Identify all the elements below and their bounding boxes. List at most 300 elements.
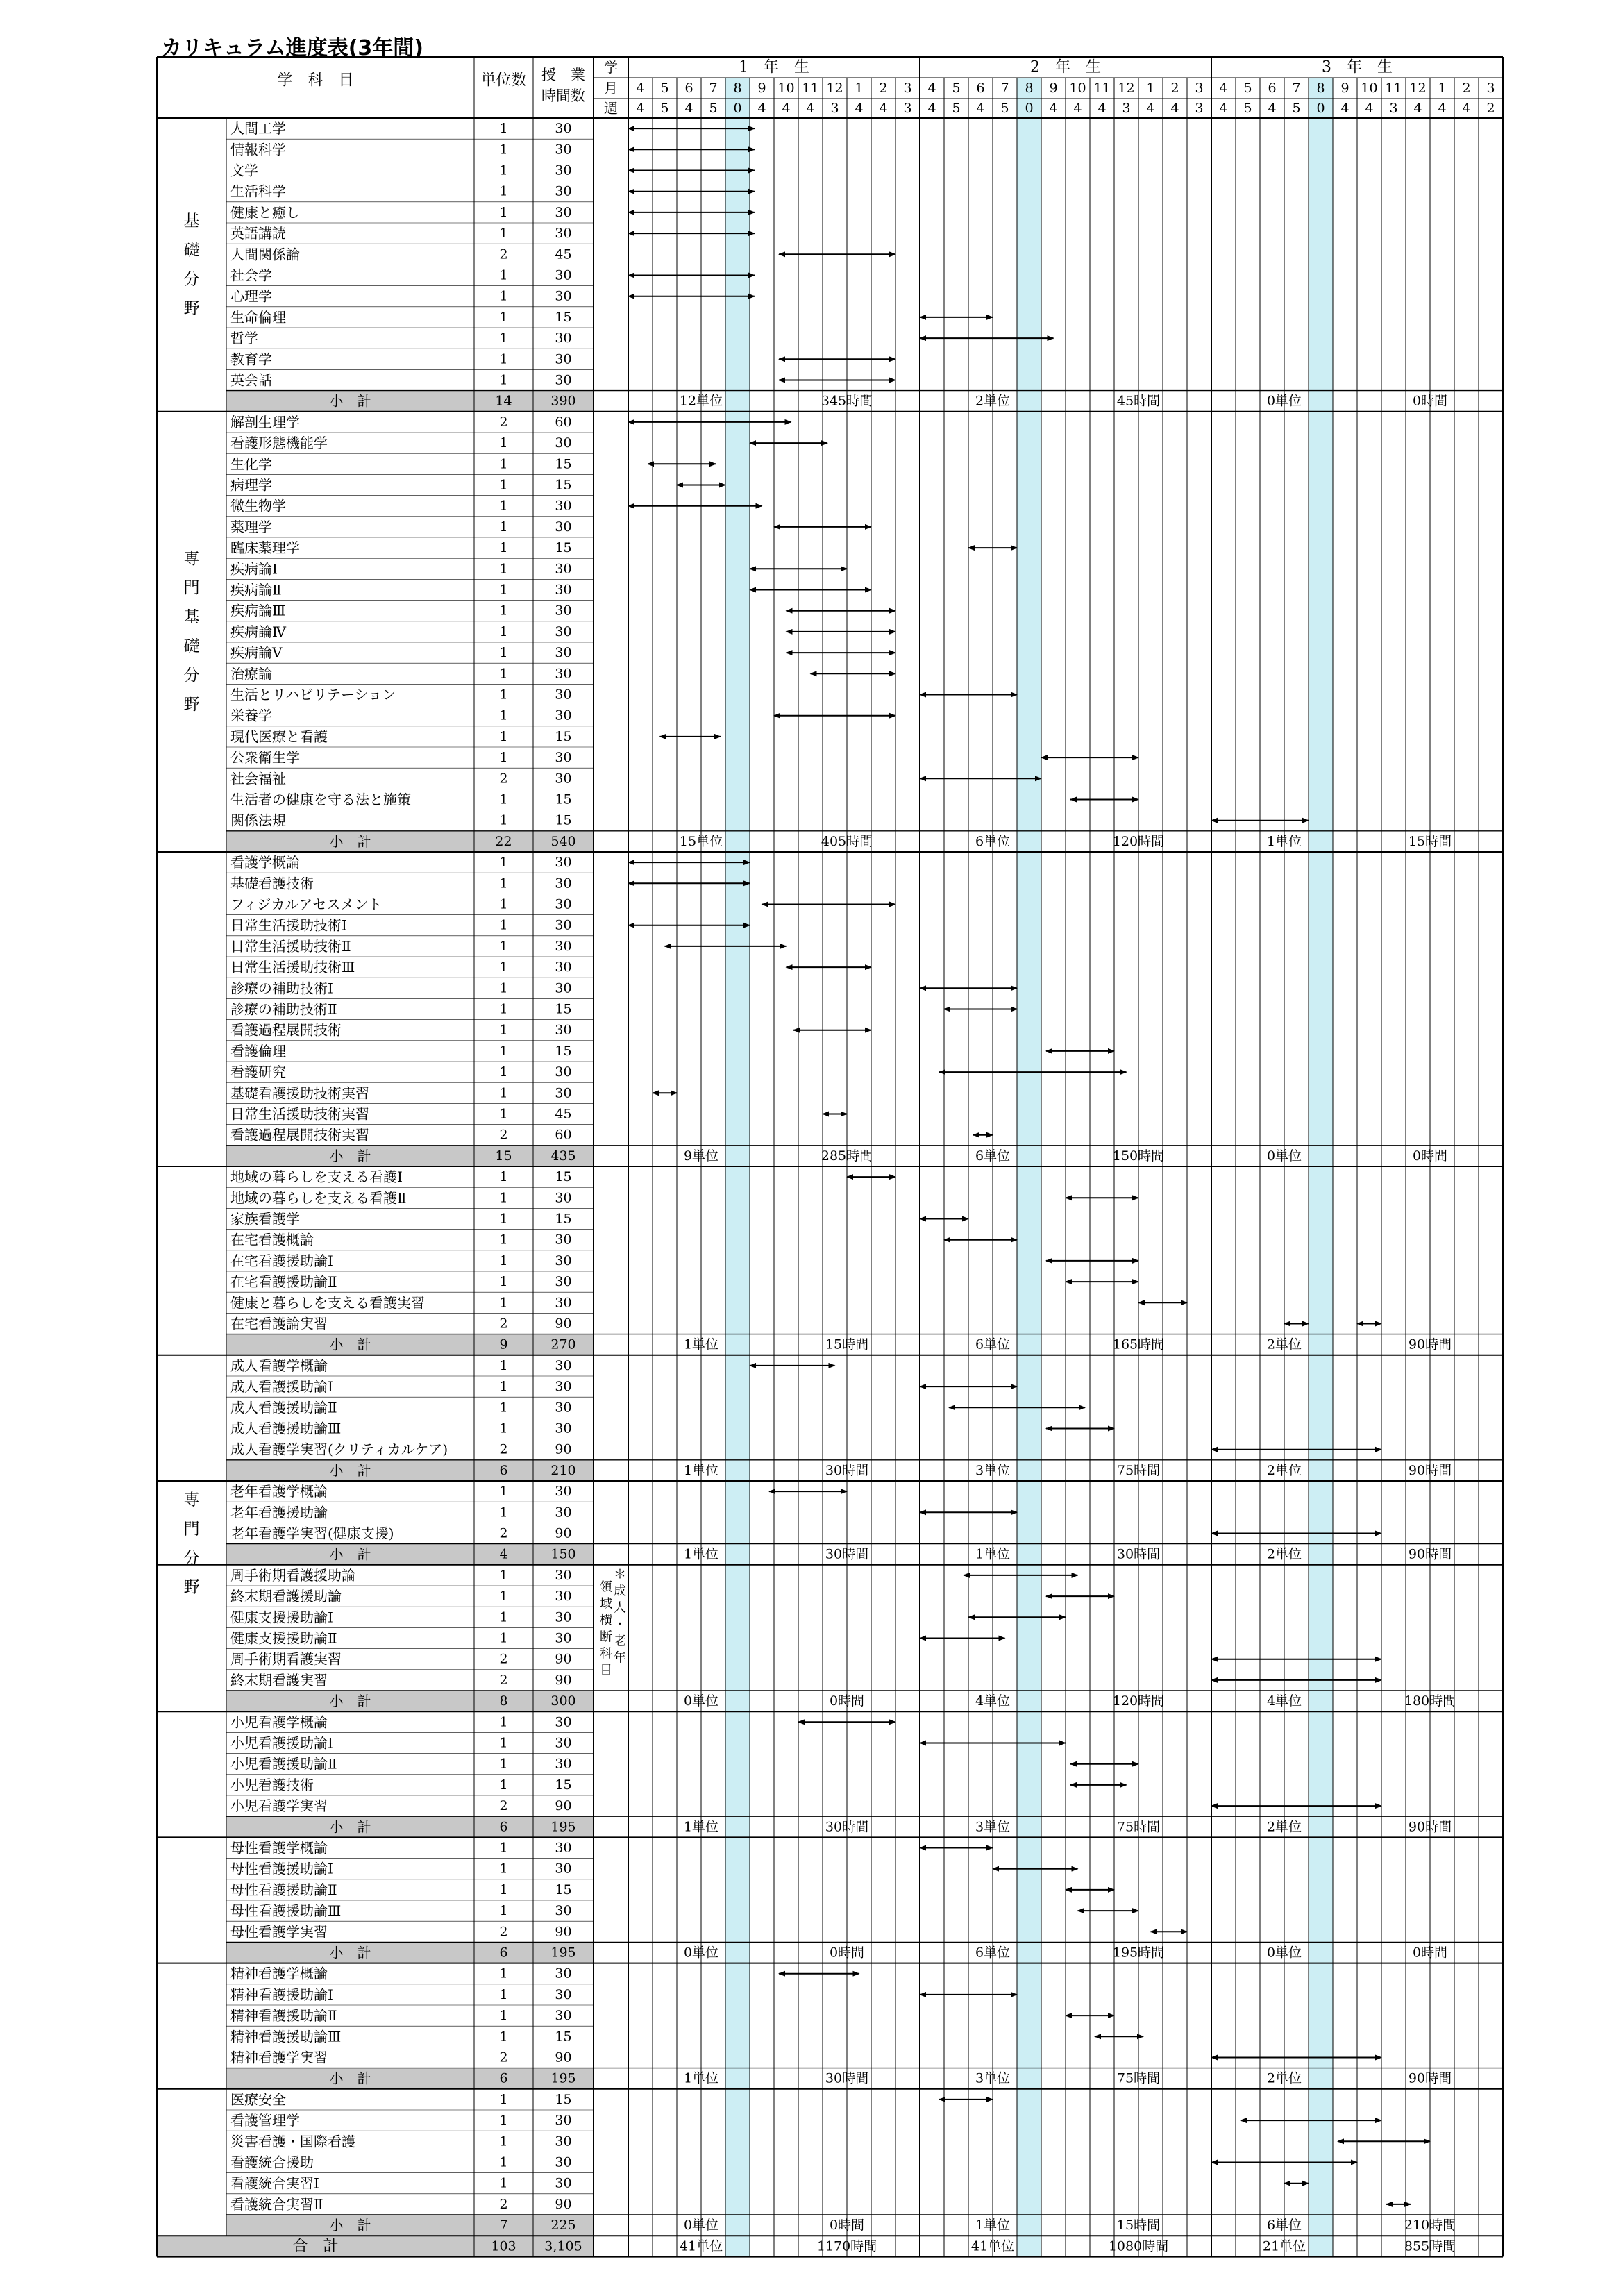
subject-hours: 30	[555, 645, 572, 661]
subject-hours: 30	[555, 1274, 572, 1290]
subtotal-summary: 195時間	[1112, 1945, 1165, 1961]
subject-hours: 90	[555, 1525, 572, 1541]
subject-hours: 30	[555, 162, 572, 178]
subject-units: 1	[499, 351, 508, 367]
subject-units: 1	[499, 1505, 508, 1520]
subject-units: 1	[499, 1001, 508, 1017]
total-shade	[157, 2236, 594, 2256]
subject-hours: 30	[555, 2154, 572, 2170]
subject-hours: 30	[555, 1252, 572, 1268]
subtotal-summary: 75時間	[1116, 1819, 1161, 1835]
month-label: 10	[1361, 81, 1378, 96]
week-label: 4	[855, 101, 864, 116]
subtotal-summary: 2単位	[1266, 1546, 1302, 1562]
subtotal-summary: 45時間	[1116, 393, 1161, 409]
subtotal-summary: 120時間	[1112, 1693, 1165, 1709]
month-label: 11	[1385, 81, 1402, 96]
subtotal-summary: 0時間	[829, 2218, 865, 2234]
side-note-char: 横	[600, 1613, 612, 1628]
month-label: 12	[1409, 81, 1427, 96]
subtotal-shade	[226, 2215, 594, 2236]
subject-hours: 30	[555, 1085, 572, 1101]
year-label-3: 3 年 生	[1322, 58, 1393, 76]
subject-units: 1	[499, 1252, 508, 1268]
subtotal-summary: 120時間	[1112, 833, 1165, 849]
subject-units: 1	[499, 1903, 508, 1919]
subject-hours: 15	[555, 309, 572, 325]
month-label: 2	[1170, 81, 1179, 96]
subtotal-units: 6	[499, 2070, 508, 2086]
subject-hours: 90	[555, 1441, 572, 1457]
subtotal-summary: 0時間	[829, 1693, 865, 1709]
subject-units: 1	[499, 960, 508, 975]
subtotal-summary: 1単位	[683, 1336, 719, 1352]
subject-units: 1	[499, 645, 508, 661]
subtotal-summary: 0時間	[1412, 1945, 1448, 1961]
subtotal-summary: 2単位	[1266, 1462, 1302, 1478]
week-label: 4	[1170, 101, 1179, 116]
subtotal-summary: 150時間	[1112, 1148, 1165, 1164]
week-label: 4	[1438, 101, 1447, 116]
subject-units: 1	[499, 162, 508, 178]
subtotal-summary: 2単位	[1266, 1819, 1302, 1835]
subject-hours: 30	[555, 938, 572, 954]
subtotal-hours: 435	[550, 1148, 576, 1164]
side-note-char: 域	[600, 1596, 612, 1611]
subject-name: 災害看護・国際看護	[230, 2133, 355, 2150]
subtotal-summary: 90時間	[1408, 1819, 1452, 1835]
subtotal-hours: 195	[550, 1945, 576, 1961]
subject-units: 1	[499, 1840, 508, 1856]
month-label: 8	[1025, 81, 1034, 96]
subject-name: 文学	[230, 162, 258, 179]
week-label: 4	[976, 101, 985, 116]
subject-hours: 90	[555, 1316, 572, 1332]
year-label-1: 1 年 生	[739, 58, 809, 76]
subject-name: 在宅看護論実習	[230, 1315, 328, 1332]
subject-units: 1	[499, 2008, 508, 2024]
subject-name: 現代医療と看護	[230, 728, 328, 745]
subject-name: 家族看護学	[230, 1210, 300, 1227]
subject-units: 1	[499, 1421, 508, 1436]
subject-hours: 30	[555, 1861, 572, 1877]
month-label: 3	[903, 81, 912, 96]
subtotal-shade	[226, 1942, 594, 1963]
subject-hours: 30	[555, 1484, 572, 1500]
subtotal-hours: 390	[550, 393, 576, 409]
subtotal-summary: 0時間	[1412, 393, 1448, 409]
subject-name: 日常生活援助技術Ⅰ	[230, 916, 347, 934]
subject-units: 1	[499, 666, 508, 682]
header-hours-2: 時間数	[541, 87, 585, 104]
subject-units: 1	[499, 623, 508, 639]
side-note-char: 断	[600, 1629, 612, 1645]
subject-units: 1	[499, 791, 508, 807]
week-label: 3	[830, 101, 839, 116]
field-label-senmon: 門	[183, 1520, 200, 1539]
total-summary: 1080時間	[1108, 2238, 1169, 2254]
subject-units: 1	[499, 1106, 508, 1122]
subject-name: 看護過程展開技術実習	[230, 1126, 369, 1143]
subtotal-units: 14	[495, 393, 512, 409]
subject-name: 医療安全	[230, 2090, 286, 2108]
subject-hours: 30	[555, 142, 572, 158]
month-label: 2	[1462, 81, 1471, 96]
subject-name: 微生物学	[230, 497, 286, 514]
subtotal-summary: 30時間	[825, 1546, 869, 1562]
subject-units: 1	[499, 1400, 508, 1416]
side-note-char: ・	[614, 1617, 626, 1632]
subject-name: 教育学	[230, 351, 272, 368]
header-tsuki: 月	[604, 80, 618, 97]
subtotal-summary: 0時間	[1412, 1148, 1448, 1164]
subject-hours: 30	[555, 519, 572, 535]
subject-name: 老年看護学概論	[230, 1483, 328, 1500]
subject-hours: 30	[555, 1022, 572, 1038]
subject-name: 終末期看護実習	[230, 1671, 328, 1689]
subject-hours: 15	[555, 1882, 572, 1897]
subject-units: 1	[499, 1756, 508, 1772]
month-label: 2	[879, 81, 888, 96]
month-label: 3	[1486, 81, 1495, 96]
subtotal-summary: 30時間	[825, 1819, 869, 1835]
subtotal-summary: 30時間	[825, 1462, 869, 1478]
subject-name: 成人看護援助論Ⅰ	[230, 1378, 333, 1396]
subject-units: 1	[499, 372, 508, 388]
subject-name: 生活とリハビリテーション	[230, 686, 396, 703]
week-label: 2	[1486, 101, 1495, 116]
subtotal-summary: 6単位	[1266, 2218, 1302, 2234]
week-label: 4	[1413, 101, 1422, 116]
subtotal-shade	[226, 1816, 594, 1837]
week-label: 4	[1073, 101, 1082, 116]
field-label-senmon: 野	[183, 1578, 200, 1597]
subject-hours: 30	[555, 183, 572, 199]
subject-units: 2	[499, 2196, 508, 2212]
field-label-senmon: 専	[183, 1491, 200, 1509]
month-label: 9	[1049, 81, 1058, 96]
subject-hours: 30	[555, 960, 572, 975]
subject-units: 1	[499, 2029, 508, 2045]
subtotal-label: 小 計	[329, 832, 371, 850]
subject-hours: 30	[555, 1714, 572, 1730]
field-label-senmon: 分	[183, 1549, 200, 1568]
subject-units: 1	[499, 707, 508, 723]
subject-units: 1	[499, 2134, 508, 2150]
week-label: 4	[757, 101, 766, 116]
total-summary: 21単位	[1262, 2238, 1306, 2254]
subject-name: 臨床薬理学	[230, 539, 300, 557]
subject-name: 健康と癒し	[230, 203, 300, 221]
subject-hours: 90	[555, 2050, 572, 2065]
side-note-char: 年	[614, 1650, 626, 1666]
subtotal-summary: 90時間	[1408, 1546, 1452, 1562]
week-label: 4	[1462, 101, 1471, 116]
month-label: 5	[660, 81, 669, 96]
page-title: カリキュラム進度表(3年間)	[161, 36, 423, 60]
subtotal-summary: 3単位	[975, 1462, 1011, 1478]
subject-units: 1	[499, 1861, 508, 1877]
subject-units: 1	[499, 1735, 508, 1751]
august-column-shade	[1017, 78, 1041, 2256]
subject-units: 1	[499, 1986, 508, 2002]
total-hours: 3,105	[544, 2238, 582, 2254]
subject-name: 在宅看護援助論Ⅱ	[230, 1273, 337, 1291]
month-label: 11	[802, 81, 819, 96]
header-hours-1: 授 業	[541, 67, 585, 83]
month-label: 7	[1000, 81, 1009, 96]
subtotal-shade	[226, 1691, 594, 1711]
subject-hours: 30	[555, 1421, 572, 1436]
week-label: 4	[1146, 101, 1155, 116]
subject-units: 1	[499, 1630, 508, 1646]
week-label: 4	[1340, 101, 1349, 116]
week-label: 5	[709, 101, 718, 116]
subject-hours: 30	[555, 582, 572, 598]
subject-hours: 30	[555, 121, 572, 137]
subtotal-summary: 285時間	[821, 1148, 873, 1164]
week-label: 4	[927, 101, 936, 116]
subject-hours: 90	[555, 2196, 572, 2212]
subject-name: 小児看護技術	[230, 1776, 314, 1793]
subject-hours: 15	[555, 812, 572, 828]
subtotal-summary: 75時間	[1116, 1462, 1161, 1478]
month-label: 1	[1438, 81, 1447, 96]
subject-hours: 30	[555, 687, 572, 703]
subject-hours: 15	[555, 728, 572, 744]
subject-name: フィジカルアセスメント	[230, 896, 382, 913]
week-label: 4	[684, 101, 693, 116]
subject-units: 2	[499, 1672, 508, 1688]
week-label: 4	[1219, 101, 1228, 116]
subject-units: 1	[499, 1232, 508, 1248]
subject-name: 成人看護学概論	[230, 1357, 328, 1374]
subject-hours: 30	[555, 1064, 572, 1080]
subject-units: 1	[499, 1211, 508, 1227]
header-shu: 週	[604, 100, 618, 117]
week-label: 5	[660, 101, 669, 116]
subject-units: 2	[499, 1525, 508, 1541]
subject-name: 日常生活援助技術Ⅱ	[230, 937, 351, 955]
subtotal-summary: 6単位	[975, 833, 1011, 849]
subject-name: 精神看護援助論Ⅱ	[230, 2007, 337, 2025]
month-label: 4	[1219, 81, 1228, 96]
subtotal-summary: 90時間	[1408, 1462, 1452, 1478]
subject-name: 疾病論Ⅲ	[230, 602, 286, 619]
subject-units: 1	[499, 288, 508, 304]
subject-units: 1	[499, 582, 508, 598]
subject-name: 母性看護援助論Ⅰ	[230, 1860, 333, 1877]
subject-units: 1	[499, 896, 508, 912]
subject-name: 疾病論Ⅴ	[230, 644, 283, 662]
subject-units: 1	[499, 498, 508, 514]
week-label: 4	[1268, 101, 1277, 116]
subtotal-hours: 300	[550, 1693, 576, 1709]
total-summary: 41単位	[970, 2238, 1015, 2254]
subject-units: 1	[499, 309, 508, 325]
subtotal-summary: 15時間	[825, 1336, 869, 1352]
subject-hours: 30	[555, 603, 572, 619]
subject-units: 2	[499, 1798, 508, 1814]
subject-name: 病理学	[230, 476, 272, 494]
header-units: 単位数	[480, 72, 527, 90]
subject-name: 在宅看護概論	[230, 1231, 314, 1248]
subject-hours: 15	[555, 1211, 572, 1227]
subject-units: 2	[499, 2050, 508, 2065]
subject-name: 解剖生理学	[230, 413, 300, 430]
subtotal-summary: 0単位	[683, 1693, 719, 1709]
subject-units: 1	[499, 204, 508, 220]
total-summary: 41単位	[679, 2238, 723, 2254]
subtotal-hours: 270	[550, 1336, 576, 1352]
subject-hours: 60	[555, 1127, 572, 1143]
subject-hours: 45	[555, 1106, 572, 1122]
subject-units: 1	[499, 1777, 508, 1793]
subject-units: 1	[499, 855, 508, 871]
header-gaku: 学	[604, 59, 618, 76]
subtotal-hours: 225	[550, 2218, 576, 2234]
subject-units: 1	[499, 938, 508, 954]
subject-hours: 30	[555, 2008, 572, 2024]
subject-units: 1	[499, 1043, 508, 1059]
subject-units: 1	[499, 519, 508, 535]
subject-units: 1	[499, 2175, 508, 2191]
week-label: 4	[1365, 101, 1374, 116]
subject-hours: 30	[555, 896, 572, 912]
subject-units: 1	[499, 1022, 508, 1038]
subtotal-summary: 75時間	[1116, 2070, 1161, 2086]
subtotal-summary: 90時間	[1408, 2070, 1452, 2086]
subject-name: 栄養学	[230, 707, 272, 724]
subject-name: 看護過程展開技術	[230, 1021, 342, 1039]
subject-name: 周手術期看護援助論	[230, 1566, 355, 1584]
subject-hours: 60	[555, 414, 572, 430]
subtotal-summary: 9単位	[683, 1148, 719, 1164]
subject-hours: 15	[555, 2091, 572, 2107]
subject-units: 1	[499, 183, 508, 199]
subtotal-summary: 30時間	[1116, 1546, 1161, 1562]
subtotal-summary: 0単位	[683, 1945, 719, 1961]
subject-name: 疾病論Ⅰ	[230, 560, 278, 578]
subject-name: 疾病論Ⅳ	[230, 623, 286, 640]
subtotal-summary: 3単位	[975, 2070, 1011, 2086]
subject-units: 1	[499, 121, 508, 137]
subject-hours: 45	[555, 246, 572, 262]
month-label: 12	[1118, 81, 1135, 96]
month-label: 3	[1195, 81, 1204, 96]
subject-units: 1	[499, 142, 508, 158]
subject-hours: 30	[555, 1966, 572, 1981]
subtotal-summary: 0単位	[1266, 1945, 1302, 1961]
subtotal-summary: 0単位	[683, 2218, 719, 2234]
subject-name: 公衆衛生学	[230, 749, 300, 766]
month-label: 11	[1093, 81, 1111, 96]
subject-hours: 30	[555, 1567, 572, 1583]
subject-units: 1	[499, 2091, 508, 2107]
week-label: 3	[903, 101, 912, 116]
week-label: 0	[1316, 101, 1325, 116]
subject-name: 周手術期看護実習	[230, 1650, 342, 1668]
subject-hours: 30	[555, 875, 572, 891]
subtotal-summary: 1単位	[683, 1546, 719, 1562]
subject-name: 母性看護援助論Ⅲ	[230, 1902, 342, 1920]
subject-name: 成人看護学実習(クリティカルケア)	[230, 1441, 448, 1458]
subject-name: 看護統合実習Ⅱ	[230, 2195, 323, 2213]
subtotal-summary: 345時間	[821, 393, 873, 409]
subject-hours: 30	[555, 1903, 572, 1919]
subtotal-summary: 1単位	[1266, 833, 1302, 849]
subject-name: 日常生活援助技術Ⅲ	[230, 959, 355, 976]
year-label-2: 2 年 生	[1030, 58, 1101, 76]
subject-name: 基礎看護技術	[230, 875, 314, 892]
subtotal-summary: 15単位	[679, 833, 723, 849]
subject-hours: 30	[555, 1589, 572, 1604]
week-label: 4	[1098, 101, 1107, 116]
subject-name: 看護管理学	[230, 2112, 300, 2129]
subject-units: 1	[499, 330, 508, 346]
subject-units: 1	[499, 1064, 508, 1080]
subject-name: 小児看護学実習	[230, 1798, 328, 1815]
subject-name: 小児看護学概論	[230, 1713, 328, 1731]
subject-hours: 30	[555, 750, 572, 766]
subject-units: 1	[499, 1567, 508, 1583]
week-label: 4	[636, 101, 645, 116]
subject-hours: 30	[555, 288, 572, 304]
month-label: 5	[952, 81, 961, 96]
subject-hours: 30	[555, 1735, 572, 1751]
subtotal-shade	[226, 1460, 594, 1481]
subject-units: 1	[499, 1589, 508, 1604]
subject-hours: 30	[555, 2134, 572, 2150]
subject-hours: 30	[555, 372, 572, 388]
subject-name: 基礎看護援助技術実習	[230, 1084, 369, 1102]
week-label: 0	[733, 101, 742, 116]
subject-units: 1	[499, 750, 508, 766]
subtotal-label: 小 計	[329, 1818, 371, 1836]
subject-hours: 30	[555, 1232, 572, 1248]
subject-name: 薬理学	[230, 518, 272, 535]
subtotal-summary: 1単位	[975, 1546, 1011, 1562]
month-label: 4	[927, 81, 936, 96]
subject-units: 1	[499, 728, 508, 744]
subject-name: 成人看護援助論Ⅱ	[230, 1399, 337, 1416]
subject-units: 1	[499, 1484, 508, 1500]
subject-units: 1	[499, 2113, 508, 2129]
subject-hours: 15	[555, 1169, 572, 1185]
subject-name: 関係法規	[230, 812, 286, 829]
subject-units: 1	[499, 1190, 508, 1206]
subject-hours: 30	[555, 2175, 572, 2191]
month-label: 7	[709, 81, 718, 96]
subject-units: 2	[499, 1316, 508, 1332]
subject-units: 1	[499, 687, 508, 703]
subject-hours: 30	[555, 561, 572, 577]
subject-name: 母性看護学実習	[230, 1923, 328, 1941]
subject-hours: 30	[555, 1609, 572, 1625]
subject-name: 疾病論Ⅱ	[230, 581, 282, 598]
subtotal-label: 小 計	[329, 1944, 371, 1961]
subtotal-hours: 210	[550, 1462, 576, 1478]
subtotal-hours: 150	[550, 1546, 576, 1562]
month-label: 9	[1340, 81, 1349, 96]
week-label: 4	[782, 101, 791, 116]
subtotal-summary: 15時間	[1116, 2218, 1161, 2234]
subtotal-summary: 4単位	[1266, 1693, 1302, 1709]
subtotal-hours: 195	[550, 2070, 576, 2086]
subject-hours: 30	[555, 980, 572, 996]
week-label: 5	[1243, 101, 1252, 116]
subject-hours: 30	[555, 1400, 572, 1416]
